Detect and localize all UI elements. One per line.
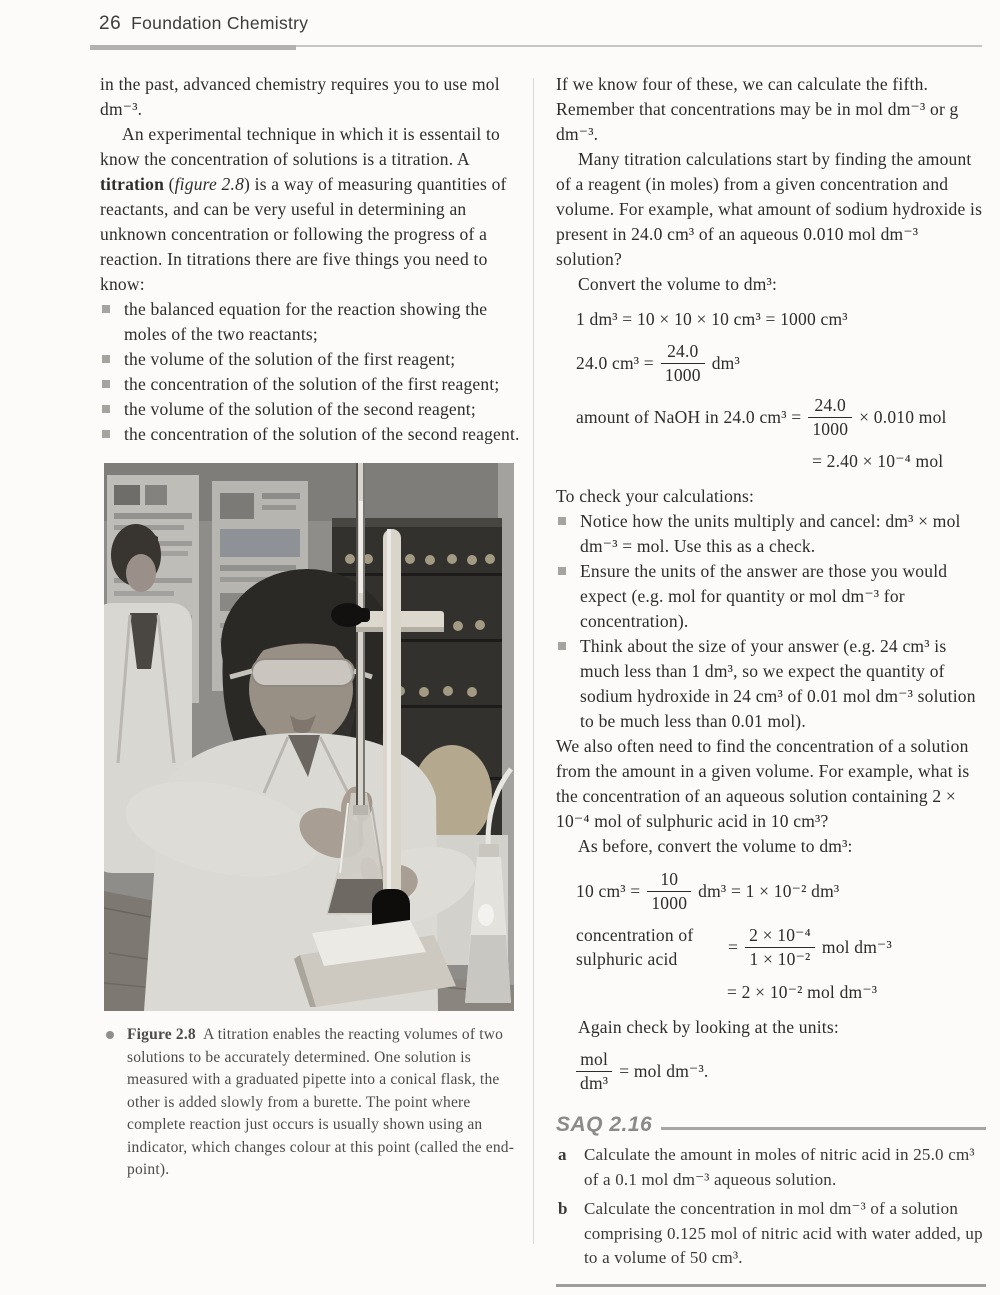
left-column (100, 72, 522, 1182)
page-header (99, 13, 308, 35)
fraction: $\frac{24.0}{1000}$ (808, 395, 852, 440)
fraction: $\frac{10}{1000}$ (647, 869, 691, 914)
check-list (556, 509, 986, 734)
square-bullet-icon (558, 567, 566, 575)
calculation-naoh (576, 307, 986, 474)
equation-dm3-cm3: 1 dm³ = 10 × 10 × 10 cm³ = 1000 cm³ (576, 309, 848, 329)
paragraph-check-intro: To check your calculations: (556, 486, 755, 506)
list-item: the volume of the solution of the second reagent; (100, 397, 522, 422)
titration-requirements-list (100, 297, 522, 447)
square-bullet-icon (558, 517, 566, 525)
paragraph-convert-volume: Convert the volume to dm³: (578, 274, 778, 294)
saq-bottom-rule (556, 1284, 986, 1287)
paragraph-intro: in the past, advanced chemistry requires you to use mol dm⁻³. (100, 74, 500, 119)
paragraph-titration: An experimental technique in which it is essentail to know the concentration of solutions is a titration. A titration (figure 2.8) is a way of measuring quantities of reactants, and can be very useful in determining an unknown concentration or following the progress of a reaction. In titrations there are five things you need to know: (100, 124, 507, 294)
page-number: 26 (99, 13, 122, 34)
right-column (556, 72, 986, 1287)
saq-title: SAQ 2.16 (556, 1113, 653, 1136)
saq-item-text: Calculate the amount in moles of nitric acid in 25.0 cm³ of a 0.1 mol dm⁻³ aqueous solution. (584, 1145, 975, 1189)
list-item: the volume of the solution of the first reagent; (100, 347, 522, 372)
list-item: Notice how the units multiply and cancel: dm³ × mol dm⁻³ = mol. Use this as a check. (556, 509, 986, 559)
square-bullet-icon (102, 380, 110, 388)
circle-bullet-icon (106, 1031, 114, 1039)
square-bullet-icon (102, 405, 110, 413)
saq-header (556, 1112, 986, 1137)
saq-item-text: Calculate the concentration in mol dm⁻³ of a solution comprising 0.125 mol of nitric acid with water added, up to a volume of 50 cm³. (584, 1199, 983, 1267)
figure-2-8-photo (104, 463, 514, 1011)
figure-caption (106, 1024, 527, 1182)
paragraph-concentration: We also often need to find the concentration of a solution from the amount in a given volume. For example, what is the concentration of an aqueous solution containing 2 × 10⁻⁴ mol of sulphuric acid in 10 cm³? (556, 736, 970, 831)
saq-box (556, 1112, 986, 1287)
paragraph-again-check: Again check by looking at the units: (578, 1017, 839, 1037)
saq-item-label: b (558, 1199, 568, 1218)
units-check (576, 1049, 986, 1094)
list-item: the balanced equation for the reaction showing the moles of the two reactants; (100, 297, 522, 347)
equation-volume-conversion: 24.0 cm³ = $\frac{24.0}{1000}$ dm³ (576, 341, 740, 385)
saq-item-label: a (558, 1145, 567, 1164)
square-bullet-icon (558, 642, 566, 650)
paragraph-as-before: As before, convert the volume to dm³: (578, 836, 853, 856)
list-item: the concentration of the solution of the first reagent; (100, 372, 522, 397)
list-item: Think about the size of your answer (e.g. 24 cm³ is much less than 1 dm³, so we expect the quantity of sodium hydroxide in 24 cm³ of 0.01 mol dm⁻³ solution to be much less than 0.01 mol). (556, 634, 986, 734)
fraction: $\frac{\text{2 × 10⁻⁴}}{\text{1 × 10⁻²}}$ (745, 925, 815, 970)
paragraph-know-four: If we know four of these, we can calculate the fifth. Remember that concentrations may be in mol dm⁻³ or g dm⁻³. (556, 74, 959, 144)
calculation-sulphuric (576, 869, 986, 1005)
fraction: $\frac{\text{mol}}{\text{dm³}}$ (576, 1049, 612, 1094)
equation-units: $\frac{\text{mol}}{\text{dm³}}$ = mol dm⁻³. (576, 1049, 986, 1094)
header-rule-thin (296, 45, 982, 47)
equation-concentration: concentration of sulphuric acid = $\frac{\text{2 × 10⁻⁴}}{\text{1 × 10⁻²}}$ mol dm⁻³ (576, 924, 892, 969)
header-rule-thick (90, 45, 296, 50)
square-bullet-icon (102, 430, 110, 438)
column-divider (533, 78, 534, 1244)
equation-volume-conversion-2: 10 cm³ = $\frac{10}{1000}$ dm³ = 1 × 10⁻² dm³ (576, 869, 840, 913)
saq-title-rule (661, 1127, 986, 1130)
equation-label: concentration of sulphuric acid (576, 925, 694, 969)
list-item: the concentration of the solution of the second reagent. (100, 422, 522, 447)
running-title: Foundation Chemistry (131, 13, 309, 33)
equation-amount-naoh: amount of NaOH in 24.0 cm³ = $\frac{24.0}{1000}$ × 0.010 mol (576, 395, 947, 439)
square-bullet-icon (102, 305, 110, 313)
square-bullet-icon (102, 355, 110, 363)
saq-item-a (556, 1143, 986, 1192)
equation-result: = 2.40 × 10⁻⁴ mol (812, 451, 944, 471)
figure-caption-text: Figure 2.8 A titration enables the reacting volumes of two solutions to be accurately determined. One solution is measured with a graduated pipette into a conical flask, the other is added slowly from a burette. The point where complete reaction just occurs is usually shown using an indicator, which changes colour at this point (called the end-point). (127, 1026, 515, 1178)
paragraph-many-titrations: Many titration calculations start by finding the amount of a reagent (in moles) from a given concentration and volume. For example, what amount of sodium hydroxide is present in 24.0 cm³ of an aqueous 0.010 mol dm⁻³ solution? (556, 149, 983, 269)
saq-item-b (556, 1197, 986, 1271)
list-item: Ensure the units of the answer are those you would expect (e.g. mol for quantity or mol dm⁻³ for concentration). (556, 559, 986, 634)
equation-result-2: = 2 × 10⁻² mol dm⁻³ (727, 982, 878, 1002)
fraction: $\frac{24.0}{1000}$ (661, 341, 705, 386)
